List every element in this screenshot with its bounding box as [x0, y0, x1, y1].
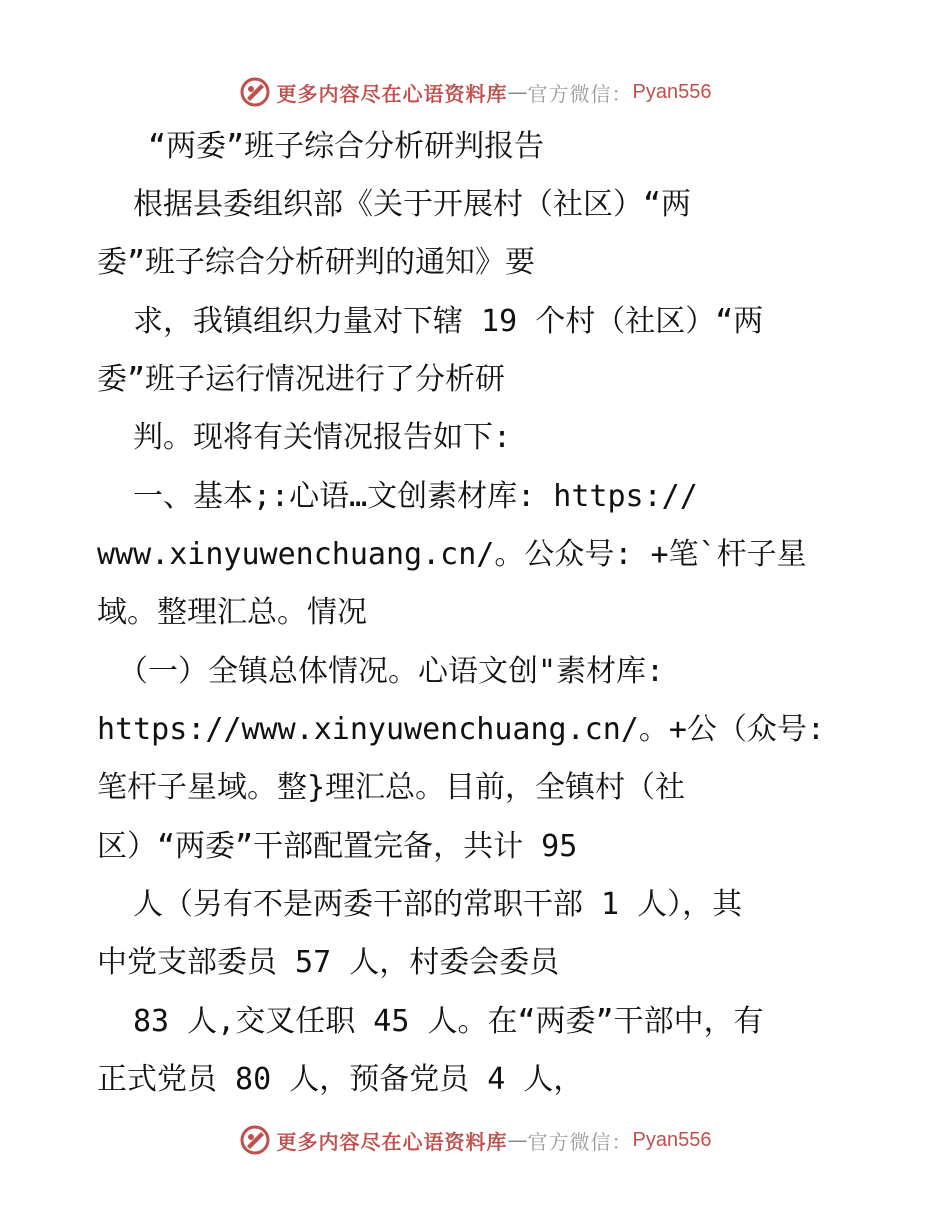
footer-banner: [0, 1120, 950, 1160]
document-title: “两委”班子综合分析研判报告: [148, 129, 545, 164]
body-line: 求，我镇组织力量对下辖 19 个村（社区）“两: [133, 304, 764, 339]
body-line: 根据县委组织部《关于开展村（社区）“两: [133, 187, 692, 222]
body-line: 委”班子运行情况进行了分析研: [97, 362, 506, 397]
banner-wechat-label: 官方微信：: [527, 1129, 633, 1154]
body-line: 笔杆子星域。整}理汇总。目前，全镇村（社: [97, 770, 686, 805]
banner-site-text: 更多内容尽在心语资料库: [276, 81, 508, 106]
body-line: 中党支部委员 57 人，村委会委员: [97, 945, 560, 980]
body-line: 人（另有不是两委干部的常职干部 1 人），其: [133, 887, 743, 922]
logo-icon: [239, 1124, 271, 1156]
banner-dash: —: [507, 80, 528, 104]
body-line: www.xinyuwenchuang.cn/。公众号: +笔`杆子星: [97, 537, 807, 572]
banner-wechat-id: Pyan556: [632, 1128, 712, 1151]
body-line: 83 人,交叉任职 45 人。在“两委”干部中，有: [133, 1004, 764, 1039]
body-line: 正式党员 80 人，预备党员 4 人，: [97, 1062, 584, 1097]
banner-wechat-label: 官方微信：: [527, 81, 633, 106]
header-banner: [0, 72, 950, 112]
banner-wechat-id: Pyan556: [632, 80, 712, 103]
logo-icon: [239, 76, 271, 108]
body-line: 域。整理汇总。情况: [97, 595, 367, 630]
body-line: https://www.xinyuwenchuang.cn/。+公（众号:: [97, 712, 825, 747]
body-line: 委”班子综合分析研判的通知》要: [97, 245, 536, 280]
body-line: 判。现将有关情况报告如下:: [133, 420, 512, 455]
body-line: （一）全镇总体情况。心语文创"素材库:: [118, 654, 665, 689]
banner-dash: —: [507, 1128, 528, 1152]
body-line: 区）“两委”干部配置完备，共计 95: [97, 829, 578, 864]
banner-site-text: 更多内容尽在心语资料库: [276, 1129, 508, 1154]
body-line: 一、基本;:心语…文创素材库: https://: [133, 479, 698, 514]
